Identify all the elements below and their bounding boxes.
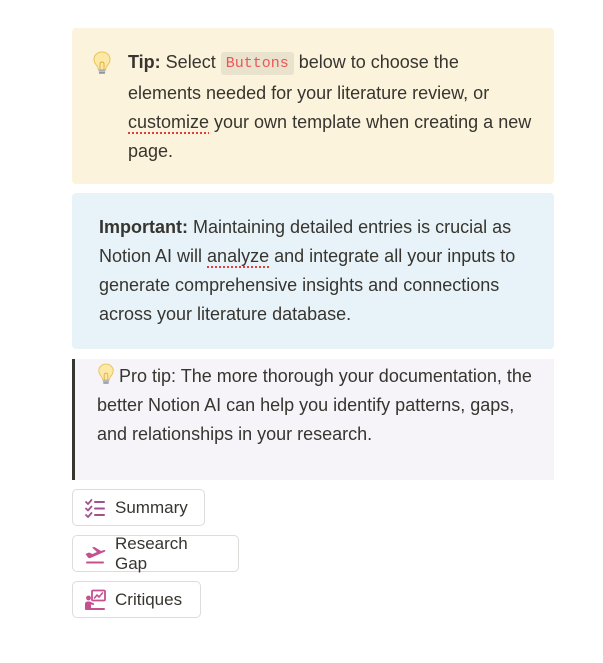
important-text <box>99 213 532 329</box>
summary-button[interactable] <box>72 489 205 526</box>
pro-tip-quote <box>72 359 554 480</box>
lightbulb-icon <box>92 50 112 76</box>
tip-text <box>128 48 532 166</box>
research-gap-button[interactable] <box>72 535 239 572</box>
lightbulb-icon <box>97 362 115 386</box>
critiques-button[interactable] <box>72 581 201 618</box>
important-label: Important: <box>99 217 188 237</box>
research-gap-button-label: Research Gap <box>115 533 188 573</box>
tip-text-before: Select <box>160 52 221 72</box>
tip-text-after: below to choose the elements needed for your literature review, or <box>128 52 490 103</box>
airplane-icon <box>84 543 106 565</box>
customize-word: customize <box>128 112 210 132</box>
important-text-after: and integrate all your inputs to generate comprehensive insights and connections across your literature database. <box>99 246 516 324</box>
pro-tip-text: Pro tip: The more thorough your documentation, the better Notion AI can help you identify patterns, gaps, and relationships in your research. <box>97 366 532 444</box>
summary-button-label: Summary <box>115 497 188 517</box>
checklist-icon <box>84 497 106 519</box>
presenter-icon <box>84 589 106 611</box>
critiques-button-label: Critiques <box>115 589 183 609</box>
buttons-inline-code: Buttons <box>221 52 294 75</box>
analyze-word: analyze <box>207 246 270 266</box>
tip-text-end: your own template when creating a new page. <box>128 112 532 161</box>
important-callout <box>72 193 554 349</box>
tip-callout <box>72 28 554 184</box>
tip-label: Tip: <box>128 52 161 72</box>
important-text-before: Maintaining detailed entries is crucial as Notion AI will <box>99 217 512 266</box>
